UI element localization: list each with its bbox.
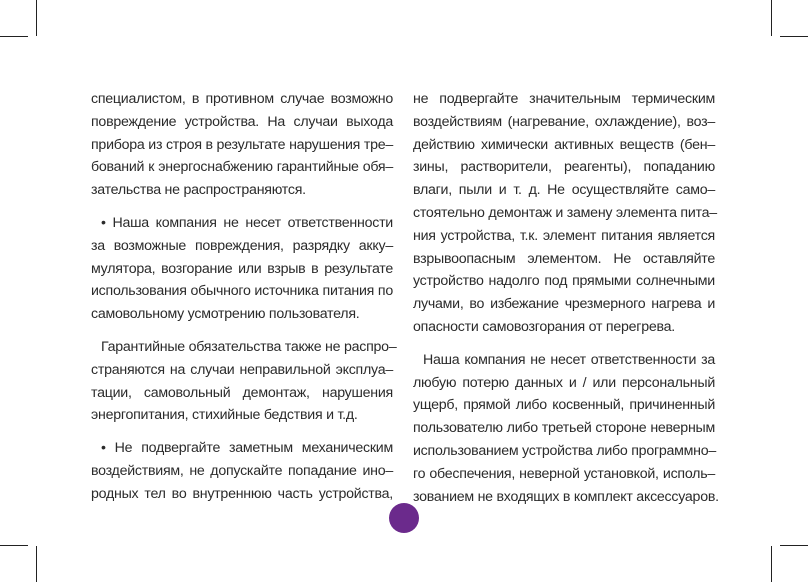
crop-mark-bottom-left-h — [0, 545, 28, 546]
text-line: зательства не распространяются. — [91, 182, 306, 199]
text-line: Наша компания не несет ответственности за — [423, 351, 715, 368]
text-line: го обеспечения, неверной установкой, исполь– — [413, 465, 715, 482]
page-marker-dot — [389, 503, 419, 533]
text-line: опасности самовозгорания от перегрева. — [413, 318, 675, 335]
paragraph-specialist — [91, 88, 393, 202]
text-line: пользователю либо третьей стороне неверным — [413, 420, 715, 437]
left-column — [91, 88, 397, 516]
paragraph-liability-power — [91, 212, 393, 326]
text-line: • Наша компания не несет ответственности — [101, 214, 393, 231]
crop-mark-top-right-h — [780, 36, 808, 37]
text-line: прибора из строя в результате нарушения тре– — [91, 136, 393, 153]
paragraph-data-loss — [413, 349, 719, 509]
text-line: ния устройства, т.к. элемент питания является — [413, 227, 715, 244]
crop-mark-top-left-h — [0, 36, 28, 37]
text-line: бований к энергоснабжению гарантийные обя– — [91, 159, 393, 176]
text-line: действию химически активных веществ (бен– — [413, 136, 715, 153]
text-line: использования обычного источника питания по — [91, 283, 393, 300]
paragraph-thermal-chemical — [413, 88, 715, 339]
crop-mark-top-left-v — [36, 0, 37, 36]
text-line: воздействиям, не допускайте попадание ино– — [91, 462, 393, 479]
text-line: тации, самовольный демонтаж, нарушения — [91, 384, 393, 401]
paragraph-warranty-exclusions — [91, 336, 397, 427]
text-line: • Не подвергайте заметным механическим — [101, 440, 393, 457]
right-column — [413, 88, 719, 518]
text-line: использованием устройства либо программно– — [413, 442, 717, 459]
crop-mark-bottom-left-v — [36, 546, 37, 582]
paragraph-mechanical-impact — [91, 437, 393, 505]
text-line: воздействиям (нагревание, охлаждение), воз– — [413, 113, 715, 130]
text-line: ущерб, прямой либо косвенный, причиненный — [413, 397, 715, 414]
crop-mark-bottom-right-v — [771, 546, 772, 582]
crop-mark-top-right-v — [771, 0, 772, 36]
text-line: стоятельно демонтаж и замену элемента пита– — [413, 204, 717, 221]
text-line: устройство надолго под прямыми солнечными — [413, 273, 715, 290]
text-line: Гарантийные обязательства также не распро– — [101, 338, 397, 355]
text-line: лучами, во избежание чрезмерного нагрева и — [413, 296, 715, 313]
text-line: взрывоопасным элементом. Не оставляйте — [413, 250, 715, 267]
text-line: любую потерю данных и / или персональный — [413, 374, 715, 391]
text-line: энергопитания, стихийные бедствия и т.д. — [91, 407, 358, 424]
text-line: не подвергайте значительным термическим — [413, 91, 715, 107]
text-line: влаги, пыли и т. д. Не осуществляйте само– — [413, 182, 715, 199]
text-line: страняются на случаи неправильной эксплуа– — [91, 361, 393, 378]
text-line: самовольному усмотрению пользователя. — [91, 306, 360, 323]
text-line: повреждение устройства. На случаи выхода — [91, 113, 393, 130]
text-line: зины, растворители, реагенты), попаданию — [413, 159, 715, 176]
text-line: за возможные повреждения, разрядку акку– — [91, 237, 393, 254]
text-line: мулятора, возгорание или взрыв в результате — [91, 260, 393, 277]
crop-mark-bottom-right-h — [780, 545, 808, 546]
text-line: родных тел во внутреннюю часть устройства, — [91, 485, 393, 502]
text-line: специалистом, в противном случае возможно — [91, 91, 393, 107]
text-line: зованием не входящих в комплект аксессуаров. — [413, 488, 719, 505]
